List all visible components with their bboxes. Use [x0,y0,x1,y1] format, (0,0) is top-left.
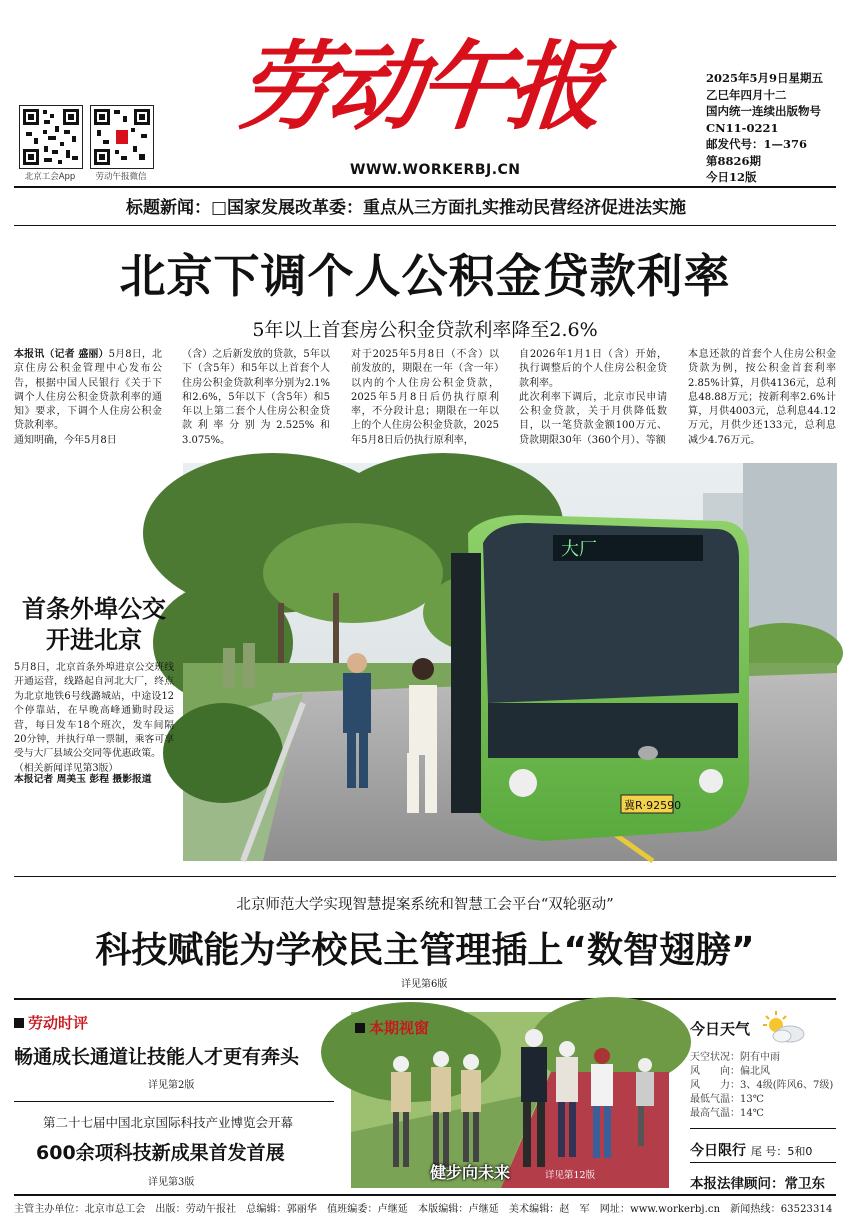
weather-rule [690,1128,836,1129]
footer-rule [14,1194,836,1196]
issue-date: 2025年5月9日星期五 [706,71,824,85]
feature-headline[interactable]: 科技赋能为学校民主管理插上“数智翅膀” [95,930,755,971]
website-url[interactable]: WWW.WORKERBJ.CN [350,162,521,178]
masthead-rule [14,186,836,188]
traffic-limit: 今日限行 尾 号：5和0 [690,1143,813,1159]
commentary-see-page[interactable]: 详见第2版 [148,1080,195,1091]
lead-column-5: 本息还款的首套个人住房公积金贷款为例，按公积金首套利率2.85%计算，月供4136元，总利息48.88万元；按新利率2.6%计算，月供4003元，总利息44.12万元，月供少还133元，总利息减少4.76万元。 [688,349,836,446]
bottom-section-rule [14,998,836,1000]
newspaper-logo: 劳动午报 [232,30,604,143]
lead-column-1-text: 5月8日，北京住房公积金管理中心发布公告，根据中国人民银行《关于下调个人住房公积金贷款利率的通知》要求，下调个人住房公积金贷款利率。 通知明确，今年5月8日 [14,349,162,446]
qr-caption-app: 北京工会App [24,172,76,182]
qr-code-app [19,105,83,169]
square-bullet-icon [355,1023,365,1033]
lead-column-2: （含）之后新发放的贷款，5年以下（含5年）和5年以上首套个人住房公积金贷款利率分别为2.1%和2.6%，5年以下（含5年）和5年以上第二套个人住房公积金贷款利率分别为2.525%和3.075%。 [182,349,330,446]
expo-kicker: 第二十七届中国北京国际科技产业博览会开幕 [43,1115,294,1130]
picture-window-caption: 健步向未来 [430,1163,511,1182]
qr-caption-wechat: 劳动午报微信 [95,172,147,182]
cn-number: CN11-0221 [706,120,779,135]
commentary-tag: 劳动时评 [14,1012,88,1033]
issue-meta [706,70,823,186]
postal-code: 邮发代号：1—376 [706,137,808,151]
weather-high-temp: 最高气温：14℃ [690,1108,764,1119]
weather-label: 今日天气 [690,1020,751,1038]
feature-kicker: 北京师范大学实现智慧提案系统和智慧工会平台“双轮驱动” [236,897,614,913]
cloud-sun-icon [762,1010,808,1048]
lead-subtitle: 5年以上首套房公积金贷款利率降至2.6% [252,319,598,341]
weather-wind-direction: 风 向：偏北风 [690,1066,770,1077]
lead-byline: 本报讯（记者 盛丽） [14,349,109,360]
legal-advisor: 本报法律顾问：常卫东 [690,1176,825,1192]
weather-wind-force: 风 力：3、4级(阵风6、7级) [690,1080,834,1091]
picture-window-tag: 本期视窗 [355,1017,429,1038]
lunar-date: 乙巳年四月十二 [706,87,787,102]
lead-column-3: 对于2025年5月8日（不含）以前发放的，期限在一年（含一年）以内的个人住房公积金贷款，2025年5月8日后仍执行原利率，不分段计息；期限在一年以上的个人住房公积金贷款，2025年5月8日后仍执行原利率， [351,349,499,446]
footer-credits: 主管主办单位：北京市总工会 出版：劳动午报社 总编辑：郭丽华 值班编委：卢继延 本版编辑：卢继延 美术编辑：赵 军 网址：www.workerbj.cn 新闻热线：63523314 [14,1204,833,1215]
weather-low-temp: 最低气温：13℃ [690,1094,764,1105]
photo-story-credit: 本报记者 周美玉 彭程 摄影报道 [14,774,152,785]
bus-destination-sign: 大厂 [561,539,597,560]
issue-number: 第8826期 [706,153,762,168]
expo-see-page[interactable]: 详见第3版 [148,1177,195,1188]
photo-story-body: 5月8日，北京首条外埠进京公交班线开通运营，线路起自河北大厂，终点为北京地铁6号线潞城站，中途设12个停靠站，在早晚高峰通勤时段运营，每日发车18个班次，发车间隔20分钟，并执行单一票制，乘客可享受与大厂县域公交同等优惠政策。 （相关新闻详见第3版） [14,662,174,774]
lead-column-1 [14,348,162,446]
bus-plate: 冀R·92590 [624,799,682,812]
square-bullet-icon [14,1018,24,1028]
headline-news-rule [14,225,836,226]
qr-code-wechat [90,105,154,169]
picture-window-see-page[interactable]: 详见第12版 [545,1170,596,1181]
expo-headline[interactable]: 600余项科技新成果首发首展 [36,1142,285,1164]
commentary-headline[interactable]: 畅通成长通道让技能人才更有奔头 [14,1046,300,1068]
serial-label: 国内统一连续出版物号 [706,104,821,118]
lead-column-4: 自2026年1月1日（含）开始，执行调整后的个人住房公积金贷款利率。 此次利率下调后，北京市民申请公积金贷款，关于月供降低数目，以一笔贷款金额100万元、贷款期限30年（360个月）、等额 [519,349,667,446]
limit-rule [690,1162,836,1163]
commentary-rule [14,1101,334,1102]
feature-see-page[interactable]: 详见第6版 [401,979,448,990]
photo-story-title[interactable]: 首条外埠公交 开进北京 [22,594,166,654]
lead-headline[interactable]: 北京下调个人公积金贷款利率 [119,249,731,303]
headline-news-bar[interactable]: 标题新闻：□国家发展改革委：重点从三方面扎实推动民营经济促进法实施 [126,198,687,218]
section-rule [14,876,836,877]
page-count: 今日12版 [706,170,757,184]
weather-details [690,1051,833,1121]
bus-photo [183,463,837,861]
weather-sky: 天空状况：阴有中雨 [690,1052,780,1063]
